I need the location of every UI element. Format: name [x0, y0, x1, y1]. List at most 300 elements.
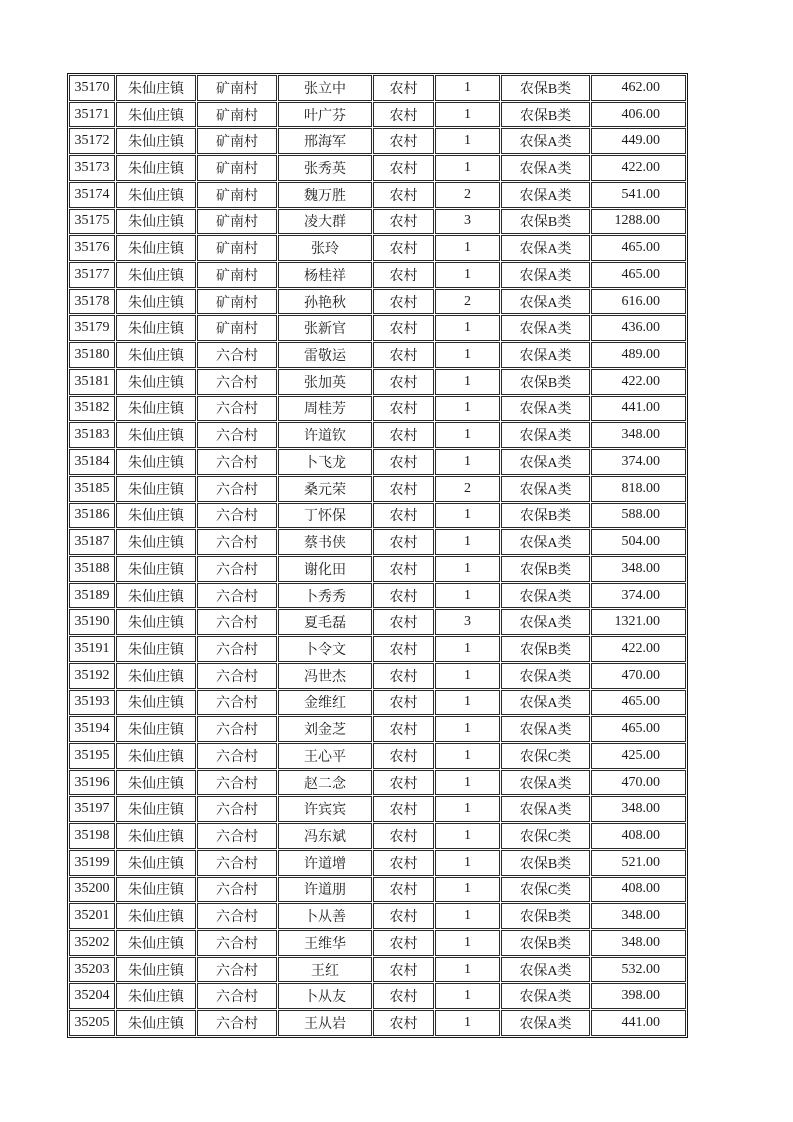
cell-village: 六合村 — [197, 663, 277, 689]
cell-headcount: 1 — [435, 369, 500, 395]
cell-record-id: 35185 — [69, 476, 115, 502]
cell-headcount: 1 — [435, 235, 500, 261]
cell-town: 朱仙庄镇 — [116, 796, 196, 822]
cell-headcount: 1 — [435, 262, 500, 288]
cell-insurance-category: 农保C类 — [501, 877, 590, 903]
cell-record-id: 35171 — [69, 102, 115, 128]
cell-insurance-category: 农保A类 — [501, 583, 590, 609]
cell-amount: 374.00 — [591, 449, 686, 475]
cell-insurance-category: 农保A类 — [501, 957, 590, 983]
table-row — [69, 1010, 686, 1036]
table-row — [69, 823, 686, 849]
cell-residence-type: 农村 — [373, 182, 434, 208]
cell-village: 六合村 — [197, 503, 277, 529]
cell-residence-type: 农村 — [373, 716, 434, 742]
cell-record-id: 35173 — [69, 155, 115, 181]
cell-town: 朱仙庄镇 — [116, 743, 196, 769]
cell-insurance-category: 农保A类 — [501, 796, 590, 822]
cell-village: 矿南村 — [197, 182, 277, 208]
cell-town: 朱仙庄镇 — [116, 983, 196, 1009]
cell-headcount: 2 — [435, 476, 500, 502]
table-row — [69, 556, 686, 582]
cell-amount: 441.00 — [591, 1010, 686, 1036]
cell-insurance-category: 农保B类 — [501, 209, 590, 235]
cell-village: 矿南村 — [197, 155, 277, 181]
cell-person-name: 凌大群 — [278, 209, 372, 235]
cell-insurance-category: 农保A类 — [501, 476, 590, 502]
cell-headcount: 1 — [435, 903, 500, 929]
cell-headcount: 1 — [435, 636, 500, 662]
cell-record-id: 35177 — [69, 262, 115, 288]
cell-record-id: 35202 — [69, 930, 115, 956]
cell-person-name: 杨桂祥 — [278, 262, 372, 288]
cell-amount: 489.00 — [591, 342, 686, 368]
cell-insurance-category: 农保A类 — [501, 182, 590, 208]
cell-amount: 374.00 — [591, 583, 686, 609]
cell-insurance-category: 农保A类 — [501, 449, 590, 475]
cell-insurance-category: 农保B类 — [501, 850, 590, 876]
cell-residence-type: 农村 — [373, 1010, 434, 1036]
cell-town: 朱仙庄镇 — [116, 957, 196, 983]
cell-insurance-category: 农保A类 — [501, 663, 590, 689]
cell-residence-type: 农村 — [373, 556, 434, 582]
cell-headcount: 1 — [435, 770, 500, 796]
table-row — [69, 289, 686, 315]
cell-person-name: 卜飞龙 — [278, 449, 372, 475]
table-row — [69, 476, 686, 502]
cell-insurance-category: 农保A类 — [501, 1010, 590, 1036]
table-row — [69, 262, 686, 288]
cell-residence-type: 农村 — [373, 983, 434, 1009]
cell-village: 六合村 — [197, 850, 277, 876]
cell-record-id: 35195 — [69, 743, 115, 769]
cell-village: 六合村 — [197, 743, 277, 769]
cell-village: 六合村 — [197, 342, 277, 368]
cell-record-id: 35201 — [69, 903, 115, 929]
cell-residence-type: 农村 — [373, 636, 434, 662]
cell-amount: 462.00 — [591, 75, 686, 101]
cell-town: 朱仙庄镇 — [116, 716, 196, 742]
cell-amount: 422.00 — [591, 369, 686, 395]
cell-person-name: 王维华 — [278, 930, 372, 956]
cell-record-id: 35190 — [69, 609, 115, 635]
cell-town: 朱仙庄镇 — [116, 315, 196, 341]
cell-amount: 436.00 — [591, 315, 686, 341]
cell-record-id: 35194 — [69, 716, 115, 742]
cell-town: 朱仙庄镇 — [116, 128, 196, 154]
cell-residence-type: 农村 — [373, 102, 434, 128]
cell-residence-type: 农村 — [373, 663, 434, 689]
cell-amount: 408.00 — [591, 877, 686, 903]
cell-village: 六合村 — [197, 796, 277, 822]
cell-record-id: 35191 — [69, 636, 115, 662]
cell-village: 六合村 — [197, 823, 277, 849]
cell-person-name: 张加英 — [278, 369, 372, 395]
cell-village: 六合村 — [197, 930, 277, 956]
table-row — [69, 877, 686, 903]
table-row — [69, 182, 686, 208]
cell-village: 六合村 — [197, 983, 277, 1009]
cell-residence-type: 农村 — [373, 930, 434, 956]
cell-amount: 348.00 — [591, 556, 686, 582]
cell-headcount: 1 — [435, 128, 500, 154]
cell-town: 朱仙庄镇 — [116, 262, 196, 288]
cell-amount: 425.00 — [591, 743, 686, 769]
cell-headcount: 2 — [435, 182, 500, 208]
cell-residence-type: 农村 — [373, 369, 434, 395]
cell-amount: 408.00 — [591, 823, 686, 849]
cell-record-id: 35189 — [69, 583, 115, 609]
cell-record-id: 35182 — [69, 396, 115, 422]
cell-insurance-category: 农保B类 — [501, 75, 590, 101]
payment-records-table — [67, 73, 688, 1038]
cell-record-id: 35176 — [69, 235, 115, 261]
cell-record-id: 35199 — [69, 850, 115, 876]
cell-amount: 348.00 — [591, 930, 686, 956]
table-row — [69, 315, 686, 341]
table-row — [69, 155, 686, 181]
cell-amount: 348.00 — [591, 903, 686, 929]
cell-residence-type: 农村 — [373, 903, 434, 929]
cell-headcount: 2 — [435, 289, 500, 315]
cell-town: 朱仙庄镇 — [116, 503, 196, 529]
cell-village: 矿南村 — [197, 315, 277, 341]
cell-residence-type: 农村 — [373, 75, 434, 101]
cell-village: 矿南村 — [197, 75, 277, 101]
cell-insurance-category: 农保A类 — [501, 235, 590, 261]
cell-residence-type: 农村 — [373, 235, 434, 261]
cell-person-name: 卜秀秀 — [278, 583, 372, 609]
cell-headcount: 1 — [435, 877, 500, 903]
cell-headcount: 1 — [435, 1010, 500, 1036]
table-row — [69, 369, 686, 395]
cell-village: 六合村 — [197, 556, 277, 582]
cell-village: 六合村 — [197, 529, 277, 555]
cell-town: 朱仙庄镇 — [116, 823, 196, 849]
table-row — [69, 983, 686, 1009]
cell-village: 六合村 — [197, 690, 277, 716]
cell-person-name: 卜从友 — [278, 983, 372, 1009]
cell-town: 朱仙庄镇 — [116, 903, 196, 929]
cell-record-id: 35175 — [69, 209, 115, 235]
cell-headcount: 1 — [435, 983, 500, 1009]
cell-village: 六合村 — [197, 369, 277, 395]
cell-insurance-category: 农保A类 — [501, 315, 590, 341]
cell-town: 朱仙庄镇 — [116, 369, 196, 395]
cell-headcount: 1 — [435, 690, 500, 716]
cell-person-name: 冯东斌 — [278, 823, 372, 849]
table-row — [69, 796, 686, 822]
cell-town: 朱仙庄镇 — [116, 556, 196, 582]
table-row — [69, 609, 686, 635]
cell-person-name: 金维红 — [278, 690, 372, 716]
cell-person-name: 冯世杰 — [278, 663, 372, 689]
cell-record-id: 35170 — [69, 75, 115, 101]
cell-person-name: 王从岩 — [278, 1010, 372, 1036]
cell-record-id: 35178 — [69, 289, 115, 315]
table-row — [69, 663, 686, 689]
cell-insurance-category: 农保A类 — [501, 128, 590, 154]
cell-village: 矿南村 — [197, 209, 277, 235]
table-row — [69, 235, 686, 261]
cell-town: 朱仙庄镇 — [116, 636, 196, 662]
cell-town: 朱仙庄镇 — [116, 342, 196, 368]
table-row — [69, 930, 686, 956]
cell-insurance-category: 农保A类 — [501, 396, 590, 422]
cell-amount: 541.00 — [591, 182, 686, 208]
table-row — [69, 903, 686, 929]
cell-residence-type: 农村 — [373, 503, 434, 529]
cell-village: 六合村 — [197, 422, 277, 448]
cell-insurance-category: 农保B类 — [501, 503, 590, 529]
cell-village: 六合村 — [197, 1010, 277, 1036]
cell-person-name: 刘金芝 — [278, 716, 372, 742]
cell-person-name: 卜令文 — [278, 636, 372, 662]
cell-headcount: 1 — [435, 155, 500, 181]
cell-residence-type: 农村 — [373, 957, 434, 983]
cell-insurance-category: 农保A类 — [501, 690, 590, 716]
cell-amount: 422.00 — [591, 636, 686, 662]
cell-person-name: 丁怀保 — [278, 503, 372, 529]
cell-residence-type: 农村 — [373, 128, 434, 154]
cell-person-name: 谢化田 — [278, 556, 372, 582]
cell-record-id: 35198 — [69, 823, 115, 849]
cell-headcount: 1 — [435, 449, 500, 475]
cell-record-id: 35204 — [69, 983, 115, 1009]
cell-amount: 422.00 — [591, 155, 686, 181]
cell-residence-type: 农村 — [373, 583, 434, 609]
cell-amount: 449.00 — [591, 128, 686, 154]
cell-record-id: 35179 — [69, 315, 115, 341]
table-row — [69, 75, 686, 101]
cell-amount: 406.00 — [591, 102, 686, 128]
cell-insurance-category: 农保A类 — [501, 422, 590, 448]
cell-headcount: 1 — [435, 529, 500, 555]
cell-amount: 470.00 — [591, 770, 686, 796]
cell-amount: 348.00 — [591, 796, 686, 822]
cell-town: 朱仙庄镇 — [116, 289, 196, 315]
cell-town: 朱仙庄镇 — [116, 1010, 196, 1036]
cell-person-name: 周桂芳 — [278, 396, 372, 422]
cell-residence-type: 农村 — [373, 209, 434, 235]
cell-village: 六合村 — [197, 770, 277, 796]
cell-person-name: 邢海军 — [278, 128, 372, 154]
cell-village: 六合村 — [197, 396, 277, 422]
cell-village: 六合村 — [197, 877, 277, 903]
cell-residence-type: 农村 — [373, 476, 434, 502]
table-row — [69, 128, 686, 154]
cell-headcount: 1 — [435, 663, 500, 689]
table-row — [69, 503, 686, 529]
cell-record-id: 35174 — [69, 182, 115, 208]
cell-person-name: 王红 — [278, 957, 372, 983]
cell-insurance-category: 农保A类 — [501, 983, 590, 1009]
cell-residence-type: 农村 — [373, 422, 434, 448]
cell-residence-type: 农村 — [373, 155, 434, 181]
cell-insurance-category: 农保A类 — [501, 155, 590, 181]
cell-person-name: 孙艳秋 — [278, 289, 372, 315]
cell-record-id: 35196 — [69, 770, 115, 796]
cell-town: 朱仙庄镇 — [116, 583, 196, 609]
table-row — [69, 529, 686, 555]
cell-person-name: 蔡书侠 — [278, 529, 372, 555]
cell-headcount: 1 — [435, 342, 500, 368]
cell-person-name: 张新官 — [278, 315, 372, 341]
cell-town: 朱仙庄镇 — [116, 422, 196, 448]
cell-headcount: 1 — [435, 75, 500, 101]
cell-town: 朱仙庄镇 — [116, 770, 196, 796]
cell-town: 朱仙庄镇 — [116, 102, 196, 128]
cell-insurance-category: 农保B类 — [501, 556, 590, 582]
cell-record-id: 35172 — [69, 128, 115, 154]
cell-town: 朱仙庄镇 — [116, 609, 196, 635]
cell-record-id: 35181 — [69, 369, 115, 395]
cell-town: 朱仙庄镇 — [116, 396, 196, 422]
cell-amount: 465.00 — [591, 262, 686, 288]
cell-record-id: 35186 — [69, 503, 115, 529]
cell-village: 矿南村 — [197, 289, 277, 315]
table-row — [69, 690, 686, 716]
cell-residence-type: 农村 — [373, 690, 434, 716]
cell-village: 六合村 — [197, 716, 277, 742]
cell-village: 六合村 — [197, 609, 277, 635]
cell-village: 六合村 — [197, 449, 277, 475]
cell-insurance-category: 农保B类 — [501, 102, 590, 128]
cell-person-name: 桑元荣 — [278, 476, 372, 502]
cell-insurance-category: 农保A类 — [501, 529, 590, 555]
cell-person-name: 许宾宾 — [278, 796, 372, 822]
cell-insurance-category: 农保A类 — [501, 289, 590, 315]
cell-residence-type: 农村 — [373, 396, 434, 422]
cell-amount: 818.00 — [591, 476, 686, 502]
cell-headcount: 1 — [435, 796, 500, 822]
table-row — [69, 342, 686, 368]
cell-person-name: 魏万胜 — [278, 182, 372, 208]
cell-town: 朱仙庄镇 — [116, 690, 196, 716]
cell-amount: 465.00 — [591, 716, 686, 742]
cell-record-id: 35183 — [69, 422, 115, 448]
cell-town: 朱仙庄镇 — [116, 235, 196, 261]
cell-record-id: 35184 — [69, 449, 115, 475]
cell-person-name: 叶广芬 — [278, 102, 372, 128]
cell-residence-type: 农村 — [373, 342, 434, 368]
cell-residence-type: 农村 — [373, 609, 434, 635]
cell-amount: 1288.00 — [591, 209, 686, 235]
table-row — [69, 743, 686, 769]
cell-amount: 348.00 — [591, 422, 686, 448]
cell-residence-type: 农村 — [373, 262, 434, 288]
cell-village: 六合村 — [197, 903, 277, 929]
table-row — [69, 770, 686, 796]
cell-headcount: 1 — [435, 396, 500, 422]
cell-person-name: 张玲 — [278, 235, 372, 261]
cell-town: 朱仙庄镇 — [116, 209, 196, 235]
cell-person-name: 许道钦 — [278, 422, 372, 448]
cell-village: 六合村 — [197, 636, 277, 662]
cell-record-id: 35188 — [69, 556, 115, 582]
cell-town: 朱仙庄镇 — [116, 529, 196, 555]
cell-residence-type: 农村 — [373, 770, 434, 796]
cell-headcount: 1 — [435, 930, 500, 956]
cell-village: 六合村 — [197, 957, 277, 983]
table-row — [69, 716, 686, 742]
cell-amount: 521.00 — [591, 850, 686, 876]
cell-person-name: 张秀英 — [278, 155, 372, 181]
cell-residence-type: 农村 — [373, 529, 434, 555]
cell-town: 朱仙庄镇 — [116, 155, 196, 181]
table-row — [69, 636, 686, 662]
cell-village: 矿南村 — [197, 102, 277, 128]
cell-record-id: 35200 — [69, 877, 115, 903]
cell-headcount: 1 — [435, 503, 500, 529]
cell-town: 朱仙庄镇 — [116, 663, 196, 689]
cell-record-id: 35192 — [69, 663, 115, 689]
cell-insurance-category: 农保A类 — [501, 262, 590, 288]
cell-insurance-category: 农保A类 — [501, 770, 590, 796]
cell-residence-type: 农村 — [373, 449, 434, 475]
cell-residence-type: 农村 — [373, 823, 434, 849]
table-row — [69, 850, 686, 876]
cell-amount: 532.00 — [591, 957, 686, 983]
cell-residence-type: 农村 — [373, 796, 434, 822]
cell-town: 朱仙庄镇 — [116, 449, 196, 475]
cell-headcount: 1 — [435, 823, 500, 849]
cell-record-id: 35187 — [69, 529, 115, 555]
cell-amount: 465.00 — [591, 690, 686, 716]
cell-amount: 441.00 — [591, 396, 686, 422]
cell-town: 朱仙庄镇 — [116, 930, 196, 956]
cell-person-name: 赵二念 — [278, 770, 372, 796]
cell-person-name: 卜从善 — [278, 903, 372, 929]
cell-village: 矿南村 — [197, 262, 277, 288]
cell-town: 朱仙庄镇 — [116, 850, 196, 876]
cell-amount: 616.00 — [591, 289, 686, 315]
cell-person-name: 许道增 — [278, 850, 372, 876]
cell-town: 朱仙庄镇 — [116, 476, 196, 502]
cell-residence-type: 农村 — [373, 289, 434, 315]
cell-headcount: 3 — [435, 609, 500, 635]
cell-headcount: 1 — [435, 850, 500, 876]
table-row — [69, 957, 686, 983]
cell-headcount: 1 — [435, 957, 500, 983]
cell-town: 朱仙庄镇 — [116, 75, 196, 101]
cell-amount: 465.00 — [591, 235, 686, 261]
cell-insurance-category: 农保B类 — [501, 930, 590, 956]
table-row — [69, 102, 686, 128]
cell-headcount: 1 — [435, 422, 500, 448]
cell-headcount: 1 — [435, 556, 500, 582]
cell-residence-type: 农村 — [373, 877, 434, 903]
cell-amount: 588.00 — [591, 503, 686, 529]
cell-headcount: 1 — [435, 102, 500, 128]
cell-person-name: 雷敬运 — [278, 342, 372, 368]
cell-town: 朱仙庄镇 — [116, 877, 196, 903]
cell-record-id: 35193 — [69, 690, 115, 716]
cell-insurance-category: 农保A类 — [501, 609, 590, 635]
cell-town: 朱仙庄镇 — [116, 182, 196, 208]
cell-residence-type: 农村 — [373, 315, 434, 341]
cell-insurance-category: 农保A类 — [501, 716, 590, 742]
cell-person-name: 夏毛磊 — [278, 609, 372, 635]
cell-insurance-category: 农保B类 — [501, 369, 590, 395]
table-row — [69, 209, 686, 235]
table-row — [69, 396, 686, 422]
cell-amount: 398.00 — [591, 983, 686, 1009]
cell-insurance-category: 农保A类 — [501, 342, 590, 368]
cell-headcount: 1 — [435, 315, 500, 341]
cell-village: 六合村 — [197, 476, 277, 502]
cell-village: 矿南村 — [197, 235, 277, 261]
